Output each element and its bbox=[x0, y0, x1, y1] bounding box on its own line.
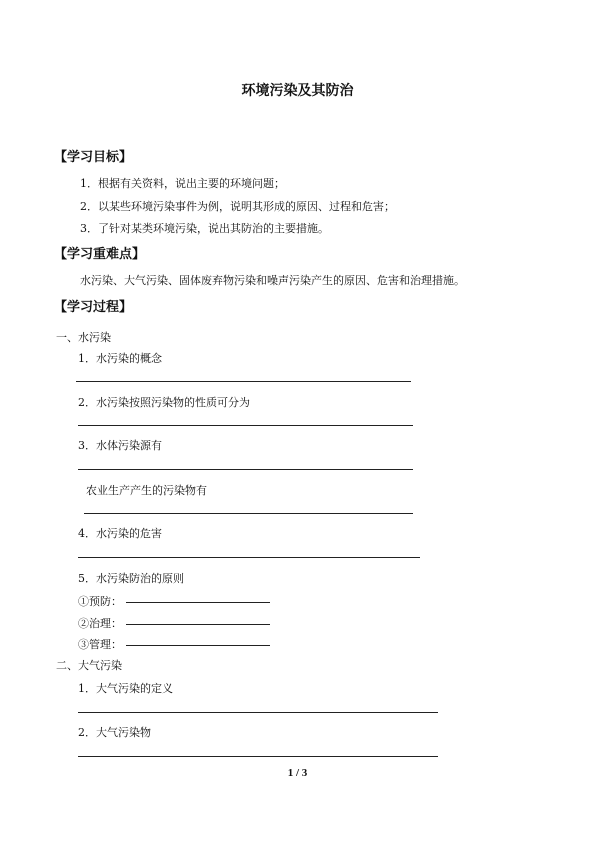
answer-line[interactable] bbox=[78, 425, 413, 426]
question-agriculture-pollutants: 农业生产产生的污染物有 bbox=[86, 484, 207, 497]
question-air-pollutants: 2．大气污染物 bbox=[78, 726, 151, 739]
objectives-heading: 【学习目标】 bbox=[54, 150, 133, 165]
answer-line[interactable] bbox=[76, 381, 411, 382]
answer-line[interactable] bbox=[84, 513, 413, 514]
question-water-sources: 3．水体污染源有 bbox=[78, 439, 162, 452]
answer-line[interactable] bbox=[78, 469, 413, 470]
question-water-types: 2．水污染按照污染物的性质可分为 bbox=[78, 396, 250, 409]
page-title: 环境污染及其防治 bbox=[241, 83, 354, 99]
answer-line[interactable] bbox=[78, 756, 438, 757]
question-water-harm: 4．水污染的危害 bbox=[78, 527, 162, 540]
question-water-concept: 1．水污染的概念 bbox=[78, 352, 162, 365]
section-air-title: 二、大气污染 bbox=[56, 659, 122, 672]
principle-prevention-label: ①预防： bbox=[78, 595, 122, 608]
key-points-heading: 【学习重难点】 bbox=[54, 247, 146, 262]
objective-item: 2．以某些环境污染事件为例，说明其形成的原因、过程和危害； bbox=[80, 200, 395, 213]
answer-line[interactable] bbox=[78, 712, 438, 713]
answer-line[interactable] bbox=[126, 602, 270, 603]
answer-line[interactable] bbox=[126, 645, 270, 646]
principle-management-label: ③管理： bbox=[78, 638, 122, 651]
page-number: 1 / 3 bbox=[287, 767, 308, 779]
objective-item: 1．根据有关资料，说出主要的环境问题； bbox=[80, 177, 285, 190]
section-water-title: 一、水污染 bbox=[56, 331, 111, 344]
question-water-principles: 5．水污染防治的原则 bbox=[78, 572, 184, 585]
objective-item: 3．了针对某类环境污染，说出其防治的主要措施。 bbox=[80, 222, 329, 235]
answer-line[interactable] bbox=[126, 624, 270, 625]
process-heading: 【学习过程】 bbox=[54, 300, 133, 315]
principle-treatment-label: ②治理： bbox=[78, 617, 122, 630]
answer-line[interactable] bbox=[78, 557, 420, 558]
key-points-text: 水污染、大气污染、固体废弃物污染和噪声污染产生的原因、危害和治理措施。 bbox=[80, 274, 465, 287]
question-air-definition: 1．大气污染的定义 bbox=[78, 682, 173, 695]
